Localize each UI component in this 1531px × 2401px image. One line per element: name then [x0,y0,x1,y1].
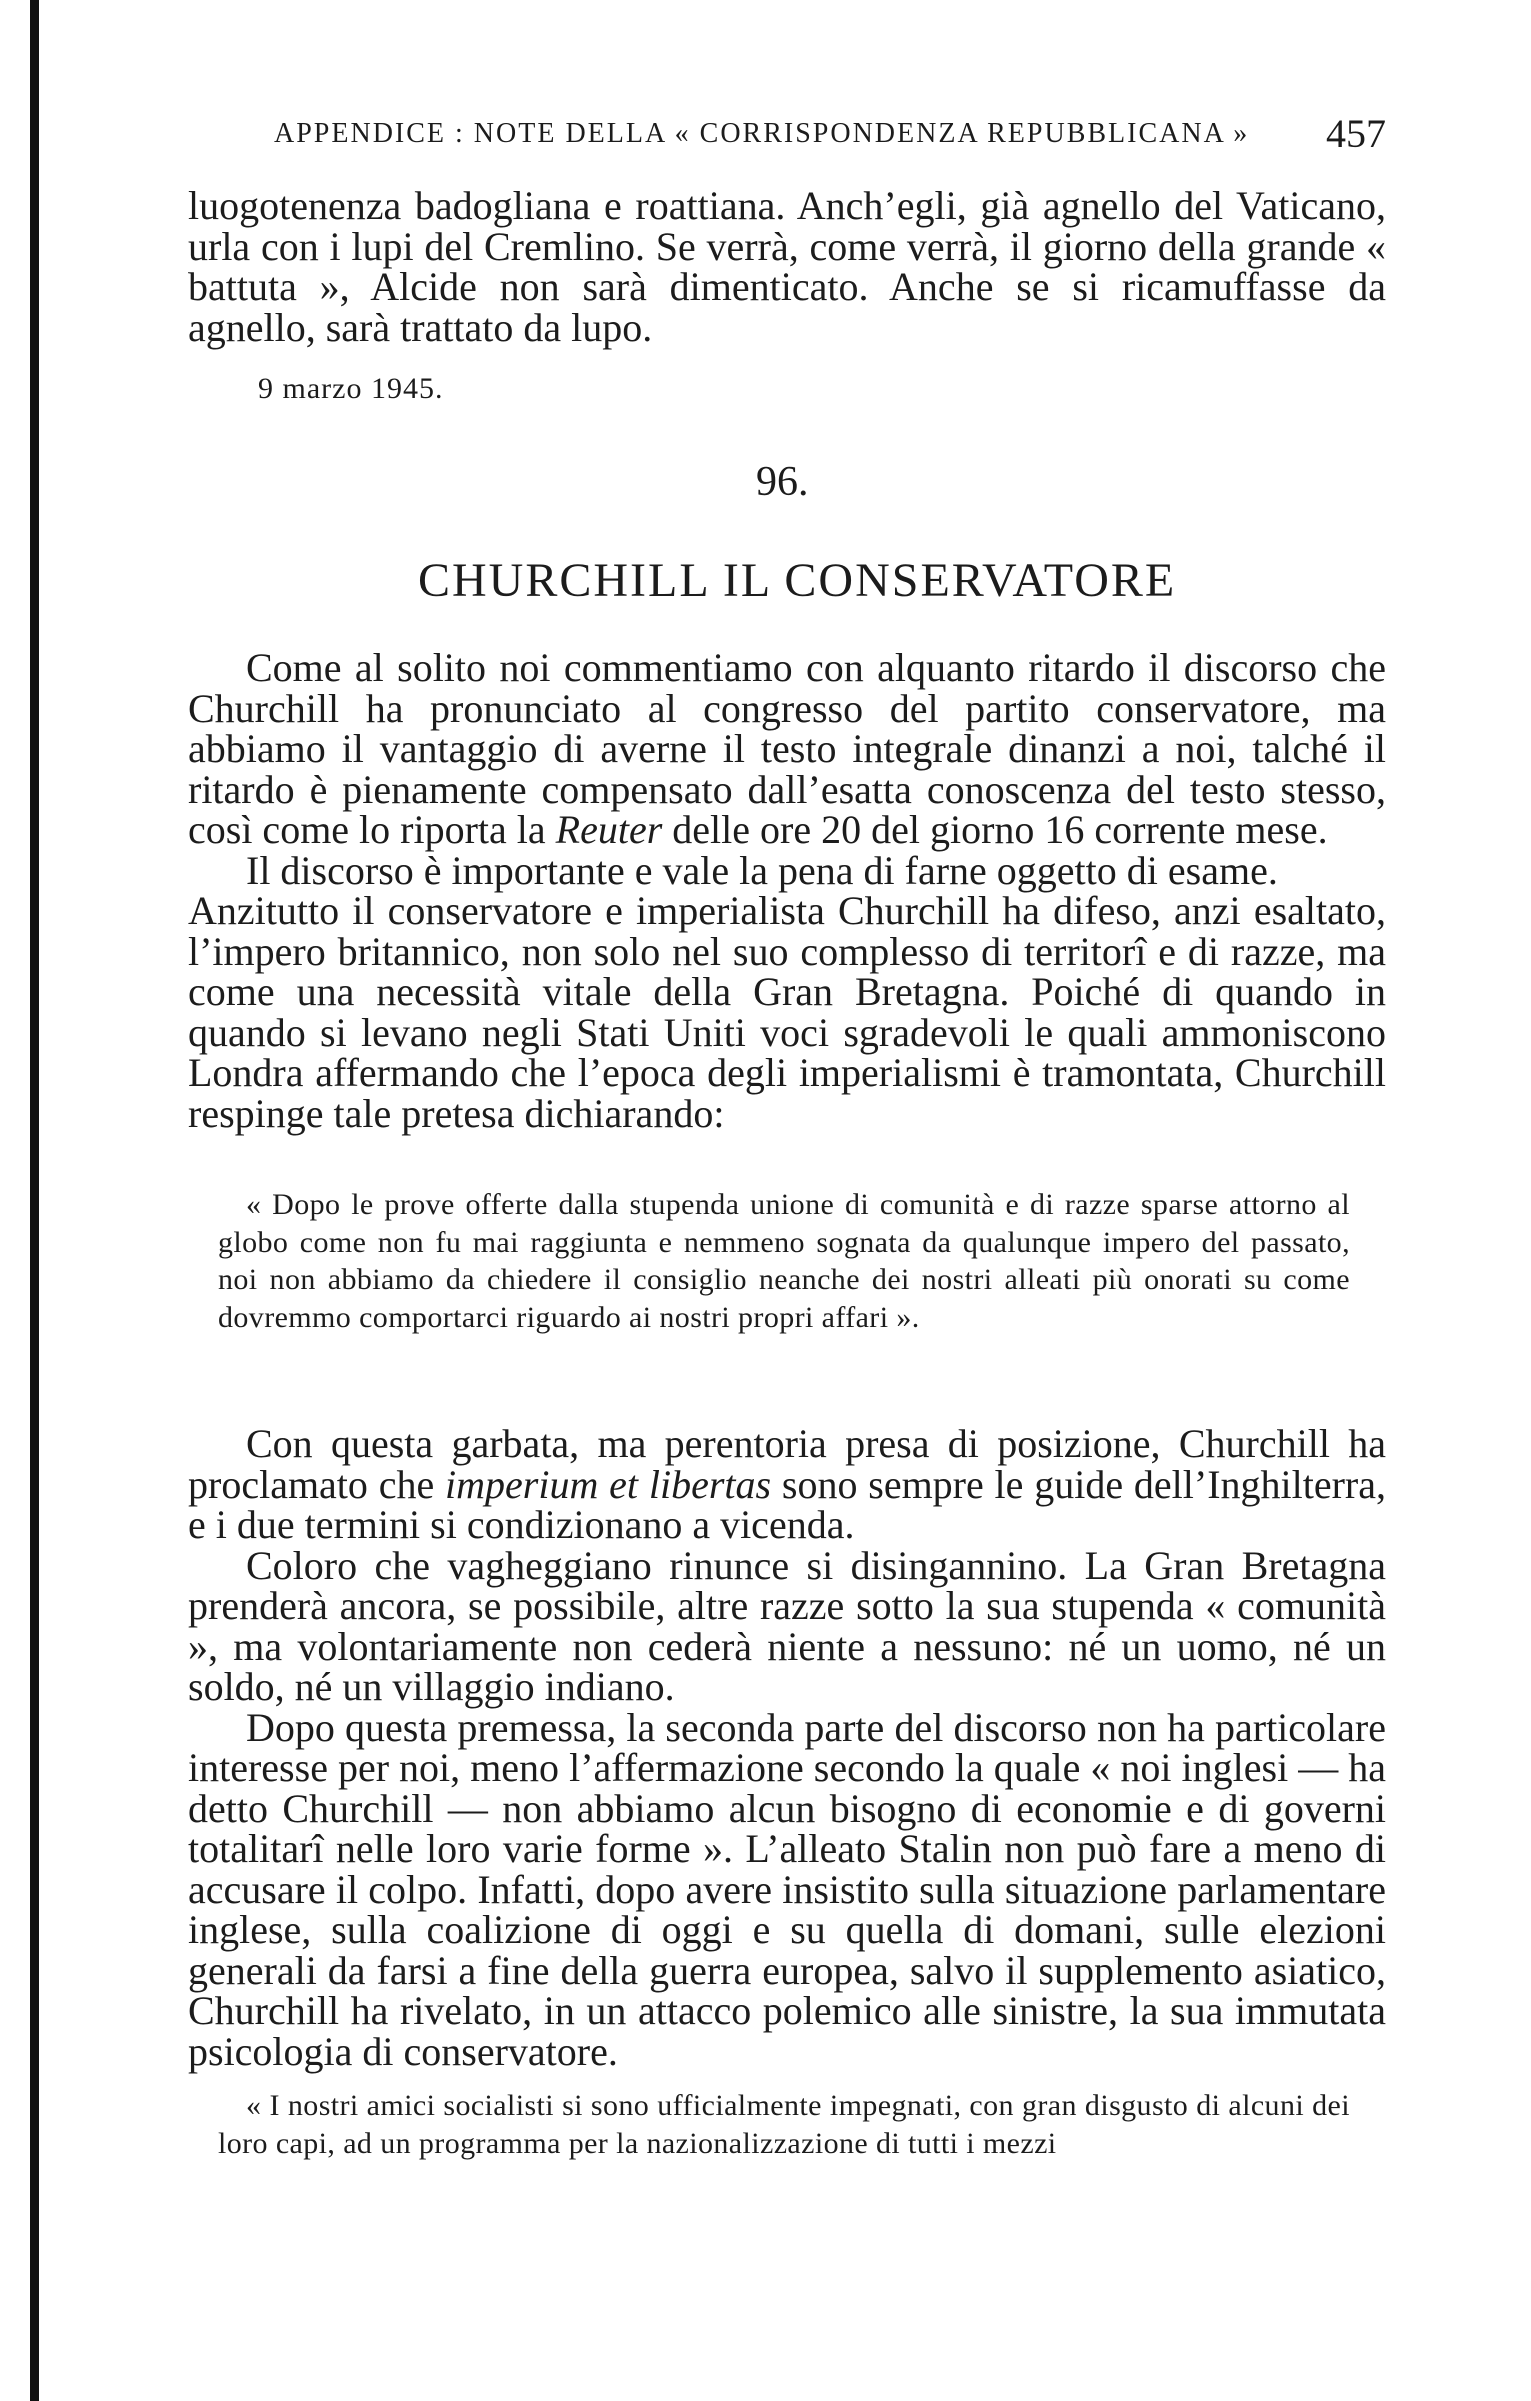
reuter-italic: Reuter [555,807,663,852]
closing-paragraph: luogotenenza badogliana e roattiana. Anch’egli, già agnello del Vaticano, urla con i lupi del Cremlino. Se verrà, come verrà, il giorno della grande « battuta », Alcide non sarà dimenticato. Anche se si ricamuffasse da agnello, sarà trattato da lupo. [188,183,1386,350]
article-date: 9 marzo 1945. [258,372,444,405]
paragraph-5: Coloro che vagheggiano rinunce si disingannino. La Gran Bretagna prenderà ancora, se possibile, altre razze sotto la sua stupenda « comunità », ma volontariamente non cederà niente a nessuno: né un uomo, né un soldo, né un villaggio indiano. [188,1542,1386,1709]
block-quote-1 [218,1186,1350,1336]
running-title: APPENDICE : NOTE DELLA « CORRISPONDENZA REPUBBLICANA » [274,118,1250,149]
imperium-italic: imperium et libertas [445,1461,772,1507]
paragraph-3: Anzitutto il conservatore e imperialista Churchill ha difeso, anzi esaltato, l’impero britannico, non solo nel suo complesso di territorî e di razze, ma come una necessità vitale della Gran Bretagna. Poiché di quando in quando si levano negli Stati Uniti voci sgradevoli le quali ammoniscono Londra affermando che l’epoca degli imperialismi è tramontata, Churchill respinge tale pretesa dichiarando: [188,888,1386,1136]
paragraph-6: Dopo questa premessa, la seconda parte del discorso non ha particolare interesse per noi, meno l’affermazione secondo la quale « noi inglesi — ha detto Churchill — non abbiamo alcun bisogno di economie e di governi totalitarî nelle loro varie forme ». L’alleato Stalin non può fare a meno di accusare il colpo. Infatti, dopo avere insistito sulla situazione parlamentare inglese, sulla coalizione di oggi e su quella di domani, sulle elezioni generali da farsi a fine della guerra europea, salvo il supplemento asiatico, Churchill ha rivelato, in un attacco polemico alle sinistre, la sua immutata psicologia di conservatore. [188,1704,1386,2074]
quote-text: « Dopo le prove offerte dalla stupenda unione di comunità e di razze sparse attorno al globo come non fu mai raggiunta e nemmeno sognata da qualunque impero del passato, noi non abbiamo da chiedere il consiglio neanche dei nostri alleati più onorati su come dovremmo comportarci riguardo ai nostri propri affari ». [218,1188,1350,1334]
previous-article-ending [188,183,1386,350]
article-body-part-1 [188,645,1386,1136]
running-head [274,111,1386,156]
paragraph-2: Il discorso è importante e vale la pena di farne oggetto di esame. [246,847,1278,893]
article-body-part-2 [188,1421,1387,2074]
quote-text: « I nostri amici socialisti si sono ufficialmente impegnati, con gran disgusto di alcuni dei loro capi, ad un programma per la nazionalizzazione di tutti i mezzi [218,2089,1350,2160]
block-quote-2 [218,2087,1350,2162]
paragraph-4: Con questa garbata, ma perentoria presa di posizione, Churchill ha proclamato che imperium et libertas sono sempre le guide dell’Inghilterra, e i due termini si condizionano a vicenda. [188,1421,1387,1547]
page-number: 457 [1326,111,1386,156]
paragraph-1: Come al solito noi commentiamo con alquanto ritardo il discorso che Churchill ha pronunciato al congresso del partito conservatore, ma abbiamo il vantaggio di averne il testo integrale dinanzi a noi, talché il ritardo è pienamente compensato dall’esatta conoscenza del testo stesso, così come lo riporta la Reuter delle ore 20 del giorno 16 corrente mese. [188,645,1386,852]
page-binding-edge [30,0,39,2401]
article-title: CHURCHILL IL CONSERVATORE [418,554,1177,607]
article-number: 96. [756,459,809,505]
